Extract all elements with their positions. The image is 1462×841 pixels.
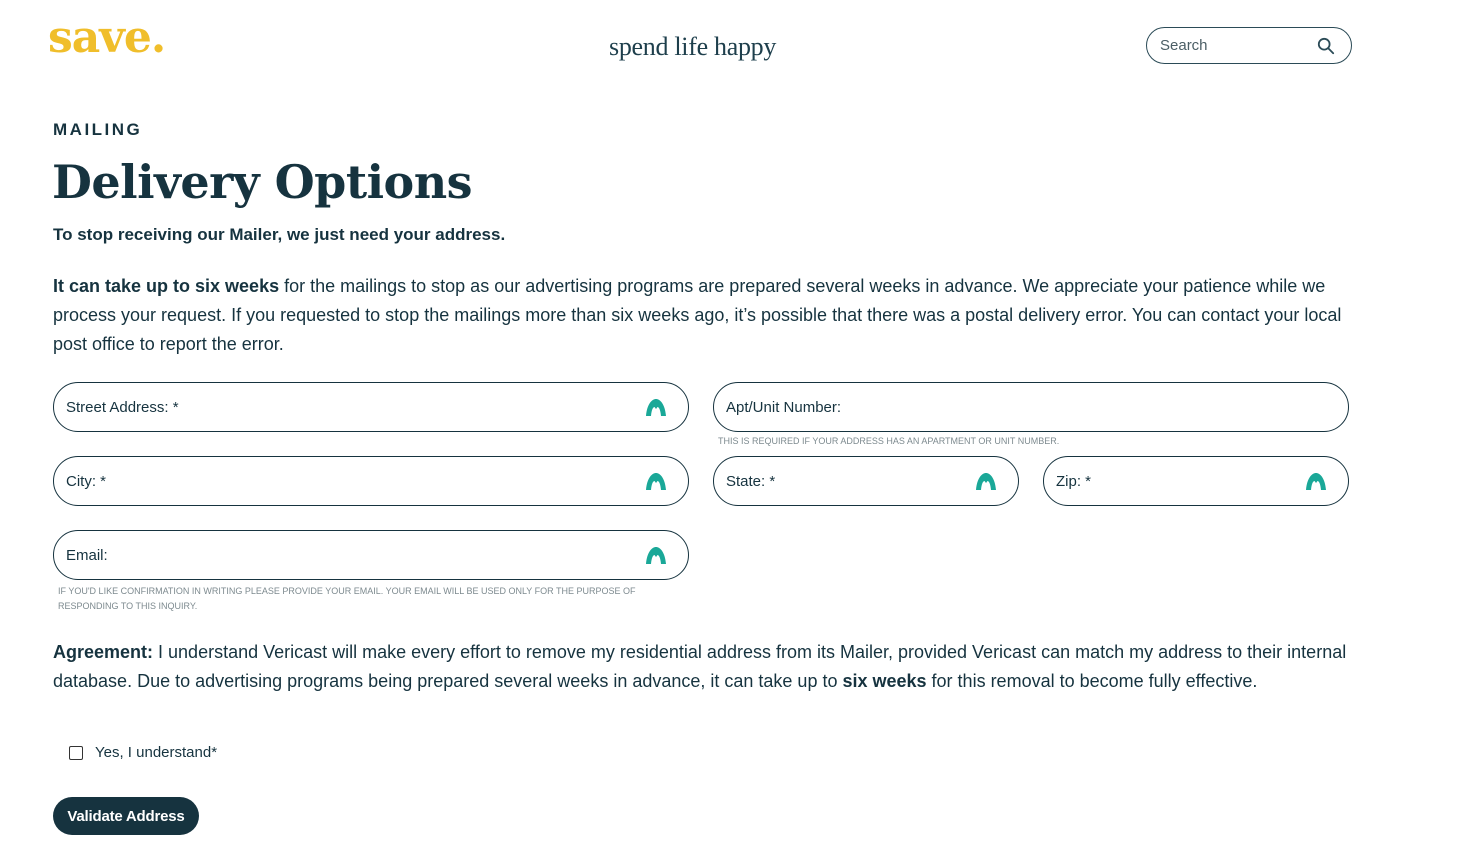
email-field[interactable]: [53, 530, 689, 580]
email-input[interactable]: [54, 531, 688, 579]
street-address-input[interactable]: [54, 383, 688, 431]
autofill-icon[interactable]: [645, 471, 667, 491]
apt-unit-field[interactable]: [713, 382, 1349, 432]
tagline: spend life happy: [609, 32, 777, 61]
save-logo[interactable]: save.: [48, 12, 166, 63]
street-address-label: Street Address: *: [66, 399, 179, 416]
city-input[interactable]: [54, 457, 688, 505]
understand-checkbox-row[interactable]: [69, 744, 217, 761]
autofill-icon[interactable]: [645, 397, 667, 417]
autofill-icon[interactable]: [1305, 471, 1327, 491]
city-label: City: *: [66, 473, 107, 490]
section-eyebrow: MAILING: [53, 120, 143, 139]
lead-text: To stop receiving our Mailer, we just need your address.: [53, 225, 506, 244]
state-label: State: *: [726, 473, 776, 490]
state-input[interactable]: [714, 457, 1018, 505]
intro-rest: for the mailings to stop as our advertising programs are prepared several weeks in advance. We appreciate your patience while we process your request. If you requested to stop the mailings more than six weeks ago, it’s possible that there was a postal delivery error. You can contact your local post office to report the error.: [53, 276, 1342, 354]
email-hint-line-2: RESPONDING TO THIS INQUIRY.: [58, 601, 198, 611]
agreement-text-2: for this removal to become fully effective.: [926, 671, 1258, 691]
zip-input[interactable]: [1044, 457, 1348, 505]
apt-unit-label: Apt/Unit Number:: [726, 399, 842, 416]
autofill-icon[interactable]: [645, 545, 667, 565]
agreement-bold-2: six weeks: [842, 671, 927, 691]
apt-unit-hint: THIS IS REQUIRED IF YOUR ADDRESS HAS AN APARTMENT OR UNIT NUMBER.: [718, 436, 1060, 446]
validate-address-button[interactable]: Validate Address: [53, 797, 199, 835]
autofill-icon[interactable]: [975, 471, 997, 491]
zip-field[interactable]: [1043, 456, 1349, 506]
understand-checkbox[interactable]: [69, 746, 83, 760]
email-label: Email:: [66, 547, 108, 564]
city-field[interactable]: [53, 456, 689, 506]
state-field[interactable]: [713, 456, 1019, 506]
intro-paragraph: [53, 272, 1353, 359]
search-box[interactable]: [1146, 27, 1352, 64]
street-address-field[interactable]: [53, 382, 689, 432]
email-hint: [58, 584, 636, 614]
email-hint-line-1: IF YOU'D LIKE CONFIRMATION IN WRITING PLEASE PROVIDE YOUR EMAIL. YOUR EMAIL WILL BE USED ONLY FOR THE PURPOSE OF: [58, 586, 636, 596]
agreement-paragraph: [53, 638, 1353, 696]
agreement-text-1: I understand Vericast will make every effort to remove my residential address from its Mailer, provided Vericast can match my address to their internal database. Due to advertising programs being prepared several weeks in advance, it can take up to: [53, 642, 1347, 691]
apt-unit-input[interactable]: [714, 383, 1348, 431]
search-input[interactable]: [1158, 36, 1312, 55]
zip-label: Zip: *: [1056, 473, 1092, 490]
page-title: Delivery Options: [52, 155, 473, 209]
understand-checkbox-label[interactable]: Yes, I understand*: [95, 744, 218, 761]
agreement-bold: Agreement:: [53, 642, 154, 662]
intro-bold: It can take up to six weeks: [53, 276, 280, 296]
search-icon[interactable]: [1317, 37, 1335, 55]
